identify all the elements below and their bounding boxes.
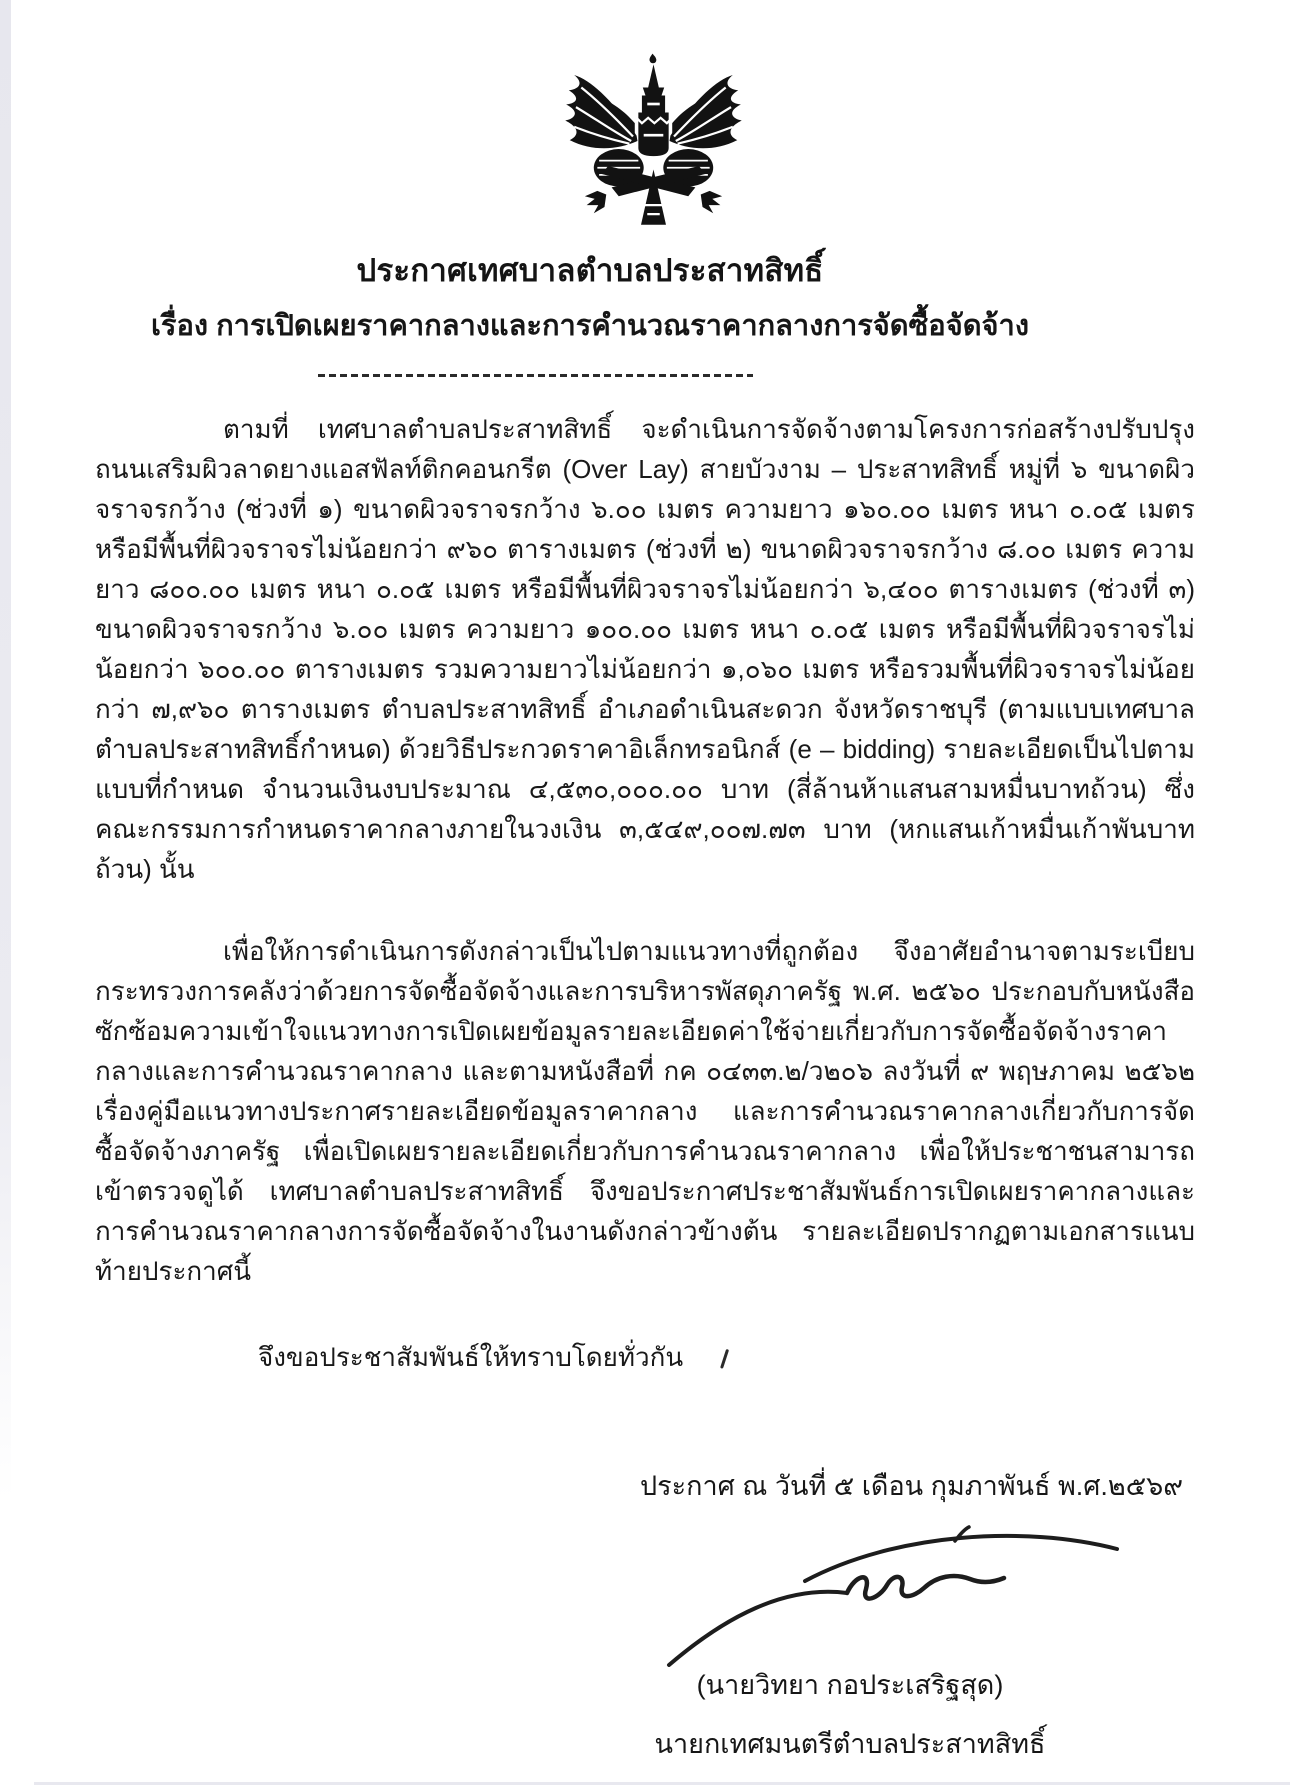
paragraph-project-details: ตามที่ เทศบาลตำบลประสาทสิทธิ์ จะดำเนินการจัดจ้างตามโครงการก่อสร้างปรับปรุงถนนเสริมผิวลาดยางแอสฟัลท์ติกคอนกรีต (Over Lay) สายบัวงาม – ประสาทสิทธิ์ หมู่ที่ ๖ ขนาดผิวจราจรกว้าง (ช่วงที่ ๑) ขนาดผิวจราจรกว้าง ๖.๐๐ เมตร ความยาว ๑๖๐.๐๐ เมตร หนา ๐.๐๕ เมตร หรือมีพื้นที่ผิวจราจรไม่น้อยกว่า ๙๖๐ ตารางเมตร (ช่วงที่ ๒) ขนาดผิวจราจรกว้าง ๘.๐๐ เมตร ความยาว ๘๐๐.๐๐ เมตร หนา ๐.๐๕ เมตร หรือมีพื้นที่ผิวจราจรไม่น้อยกว่า ๖,๔๐๐ ตารางเมตร (ช่วงที่ ๓) ขนาดผิวจราจรกว้าง ๖.๐๐ เมตร ความยาว ๑๐๐.๐๐ เมตร หนา ๐.๐๕ เมตร หรือมีพื้นที่ผิวจราจรไม่น้อยกว่า ๖๐๐.๐๐ ตารางเมตร รวมความยาวไม่น้อยกว่า ๑,๐๖๐ เมตร หรือรวมพื้นที่ผิวจราจรไม่น้อยกว่า ๗,๙๖๐ ตารางเมตร ตำบลประสาทสิทธิ์ อำเภอดำเนินสะดวก จังหวัดราชบุรี (ตามแบบเทศบาลตำบลประสาทสิทธิ์กำหนด) ด้วยวิธีประกวดราคาอิเล็กทรอนิกส์ (e – bidding) รายละเอียดเป็นไปตามแบบที่กำหนด จำนวนเงินงบประมาณ ๔,๕๓๐,๐๐๐.๐๐ บาท (สี่ล้านห้าแสนสามหมื่นบาทถ้วน) ซึ่งคณะกรรมการกำหนดราคากลางภายในวงเงิน ๓,๕๔๙,๐๐๗.๗๓ บาท (หกแสนเก้าหมื่นเก้าพันบาทถ้วน) นั้น [95,414,1195,884]
signature-area [655,1519,1125,1667]
scan-left-edge [0,0,11,1500]
handwritten-signature [655,1519,1125,1667]
closing-line: จึงขอประชาสัมพันธ์ให้ทราบโดยทั่วกัน [258,1342,684,1372]
pen-tick-mark [720,1349,729,1369]
paragraph-legal-basis: เพื่อให้การดำเนินการดังกล่าวเป็นไปตามแนวทางที่ถูกต้อง จึงอาศัยอำนาจตามระเบียบกระทรวงการคลังว่าด้วยการจัดซื้อจัดจ้างและการบริหารพัสดุภาครัฐ พ.ศ. ๒๕๖๐ ประกอบกับหนังสือซักซ้อมความเข้าใจแนวทางการเปิดเผยข้อมูลรายละเอียดค่าใช้จ่ายเกี่ยวกับการจัดซื้อจัดจ้างราคากลางและการคำนวณราคากลาง และตามหนังสือที่ กค ๐๔๓๓.๒/ว๒๐๖ ลงวันที่ ๙ พฤษภาคม ๒๕๖๒ เรื่องคู่มือแนวทางประกาศรายละเอียดข้อมูลราคากลาง และการคำนวณราคากลางเกี่ยวกับการจัดซื้อจัดจ้างภาครัฐ เพื่อเปิดเผยรายละเอียดเกี่ยวกับการคำนวณราคากลาง เพื่อให้ประชาชนสามารถเข้าตรวจดูได้ เทศบาลตำบลประสาทสิทธิ์ จึงขอประกาศประชาสัมพันธ์การเปิดเผยราคากลางและการคำนวณราคากลางการจัดซื้อจัดจ้างในงานดังกล่าวข้างต้น รายละเอียดปรากฏตามเอกสารแนบท้ายประกาศนี้ [95,936,1196,1286]
document-content [95,0,1195,1765]
dashed-divider [318,374,753,377]
document-subject: เรื่อง การเปิดเผยราคากลางและการคำนวณราคากลางการจัดซื้อจัดจ้าง [151,310,1029,342]
closing-row [95,1337,1195,1378]
garuda-emblem-icon [551,50,756,232]
heading-block [40,245,1140,377]
signer-title: นายกเทศมนตรีตำบลประสาทสิทธิ์ [654,1729,1046,1759]
signer-name: (นายวิทยา กอประเสริฐสุด) [696,1670,1004,1700]
emblem-area [95,0,1195,237]
document-title: ประกาศเทศบาลตำบลประสาทสิทธิ์ [356,253,824,288]
issued-date-line: ประกาศ ณ วันที่ ๕ เดือน กุมภาพันธ์ พ.ศ.๒๕๖๙ [640,1471,1184,1501]
